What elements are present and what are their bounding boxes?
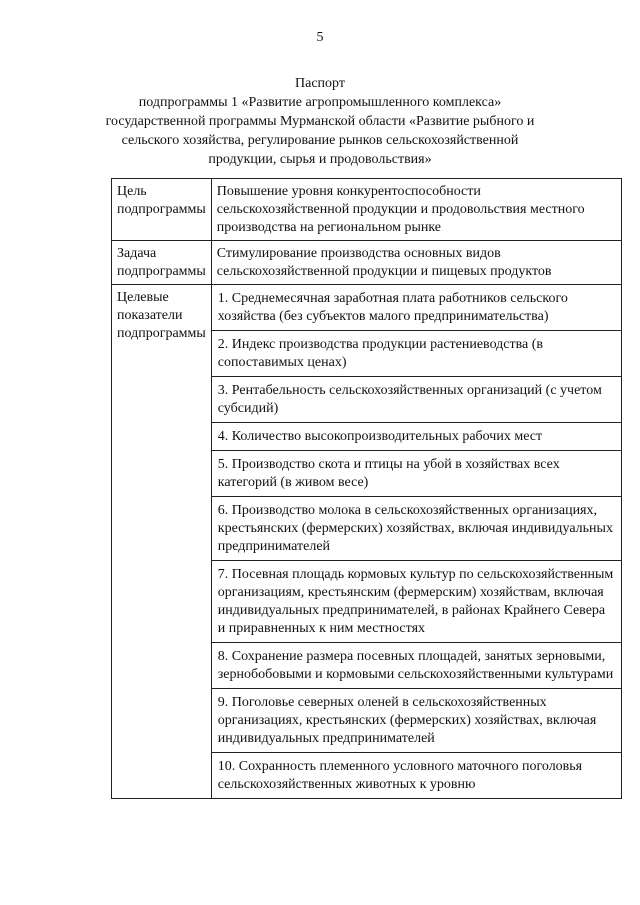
indicator-item: 10. Сохранность племенного условного маточного поголовья сельскохозяйственных животных к уровню — [217, 759, 583, 792]
indicator-item: 1. Среднемесячная заработная плата работников сельского хозяйства (без субъектов малого предпринимательства) — [212, 285, 621, 331]
indicator-item: 7. Посевная площадь кормовых культур по сельскохозяйственным организациям, крестьянским (фермерским) хозяйствам, включая индивидуальных предпринимателей, в районах Крайнего Севера и приравненных к ним местностях — [212, 561, 621, 643]
title-line-1: Паспорт — [295, 76, 345, 91]
title-line-5: продукции, сырья и продовольствия» — [208, 152, 432, 167]
task-label: Задача подпрограммы — [112, 241, 212, 285]
passport-table — [111, 178, 622, 799]
indicator-item: 8. Сохранение размера посевных площадей, занятых зерновыми, зернобобовыми и кормовыми сельскохозяйственными культурами — [212, 643, 621, 689]
indicators-row — [112, 285, 622, 799]
title-line-2: подпрограммы 1 «Развитие агропромышленного комплекса» — [138, 95, 502, 110]
indicator-item: 3. Рентабельность сельскохозяйственных организаций (с учетом субсидий) — [212, 377, 621, 423]
title-line-3: государственной программы Мурманской области «Развитие рыбного и — [105, 114, 535, 129]
task-row — [112, 241, 622, 285]
indicator-item: 4. Количество высокопроизводительных рабочих мест — [212, 423, 621, 451]
page-number: 5 — [316, 30, 324, 45]
document-title — [80, 74, 560, 169]
goal-value: Повышение уровня конкурентоспособности сельскохозяйственной продукции и продовольствия местного производства на региональном рынке — [211, 179, 621, 241]
task-value: Стимулирование производства основных видов сельскохозяйственной продукции и пищевых продуктов — [211, 241, 621, 285]
title-line-4: сельского хозяйства, регулирование рынков сельскохозяйственной — [121, 133, 519, 148]
indicator-item: 9. Поголовье северных оленей в сельскохозяйственных организациях, крестьянских (фермерских) хозяйствах, включая индивидуальных предпринимателей — [212, 689, 621, 753]
indicators-list — [211, 285, 621, 799]
goal-label: Цель подпрограммы — [112, 179, 212, 241]
indicator-item: 2. Индекс производства продукции растениеводства (в сопоставимых ценах) — [212, 331, 621, 377]
indicators-label: Целевые показатели подпрограммы — [112, 285, 212, 799]
goal-row — [112, 179, 622, 241]
indicator-item: 5. Производство скота и птицы на убой в хозяйствах всех категорий (в живом весе) — [212, 451, 621, 497]
indicator-item: 6. Производство молока в сельскохозяйственных организациях, крестьянских (фермерских) хозяйствах, включая индивидуальных предпринимателей — [212, 497, 621, 561]
